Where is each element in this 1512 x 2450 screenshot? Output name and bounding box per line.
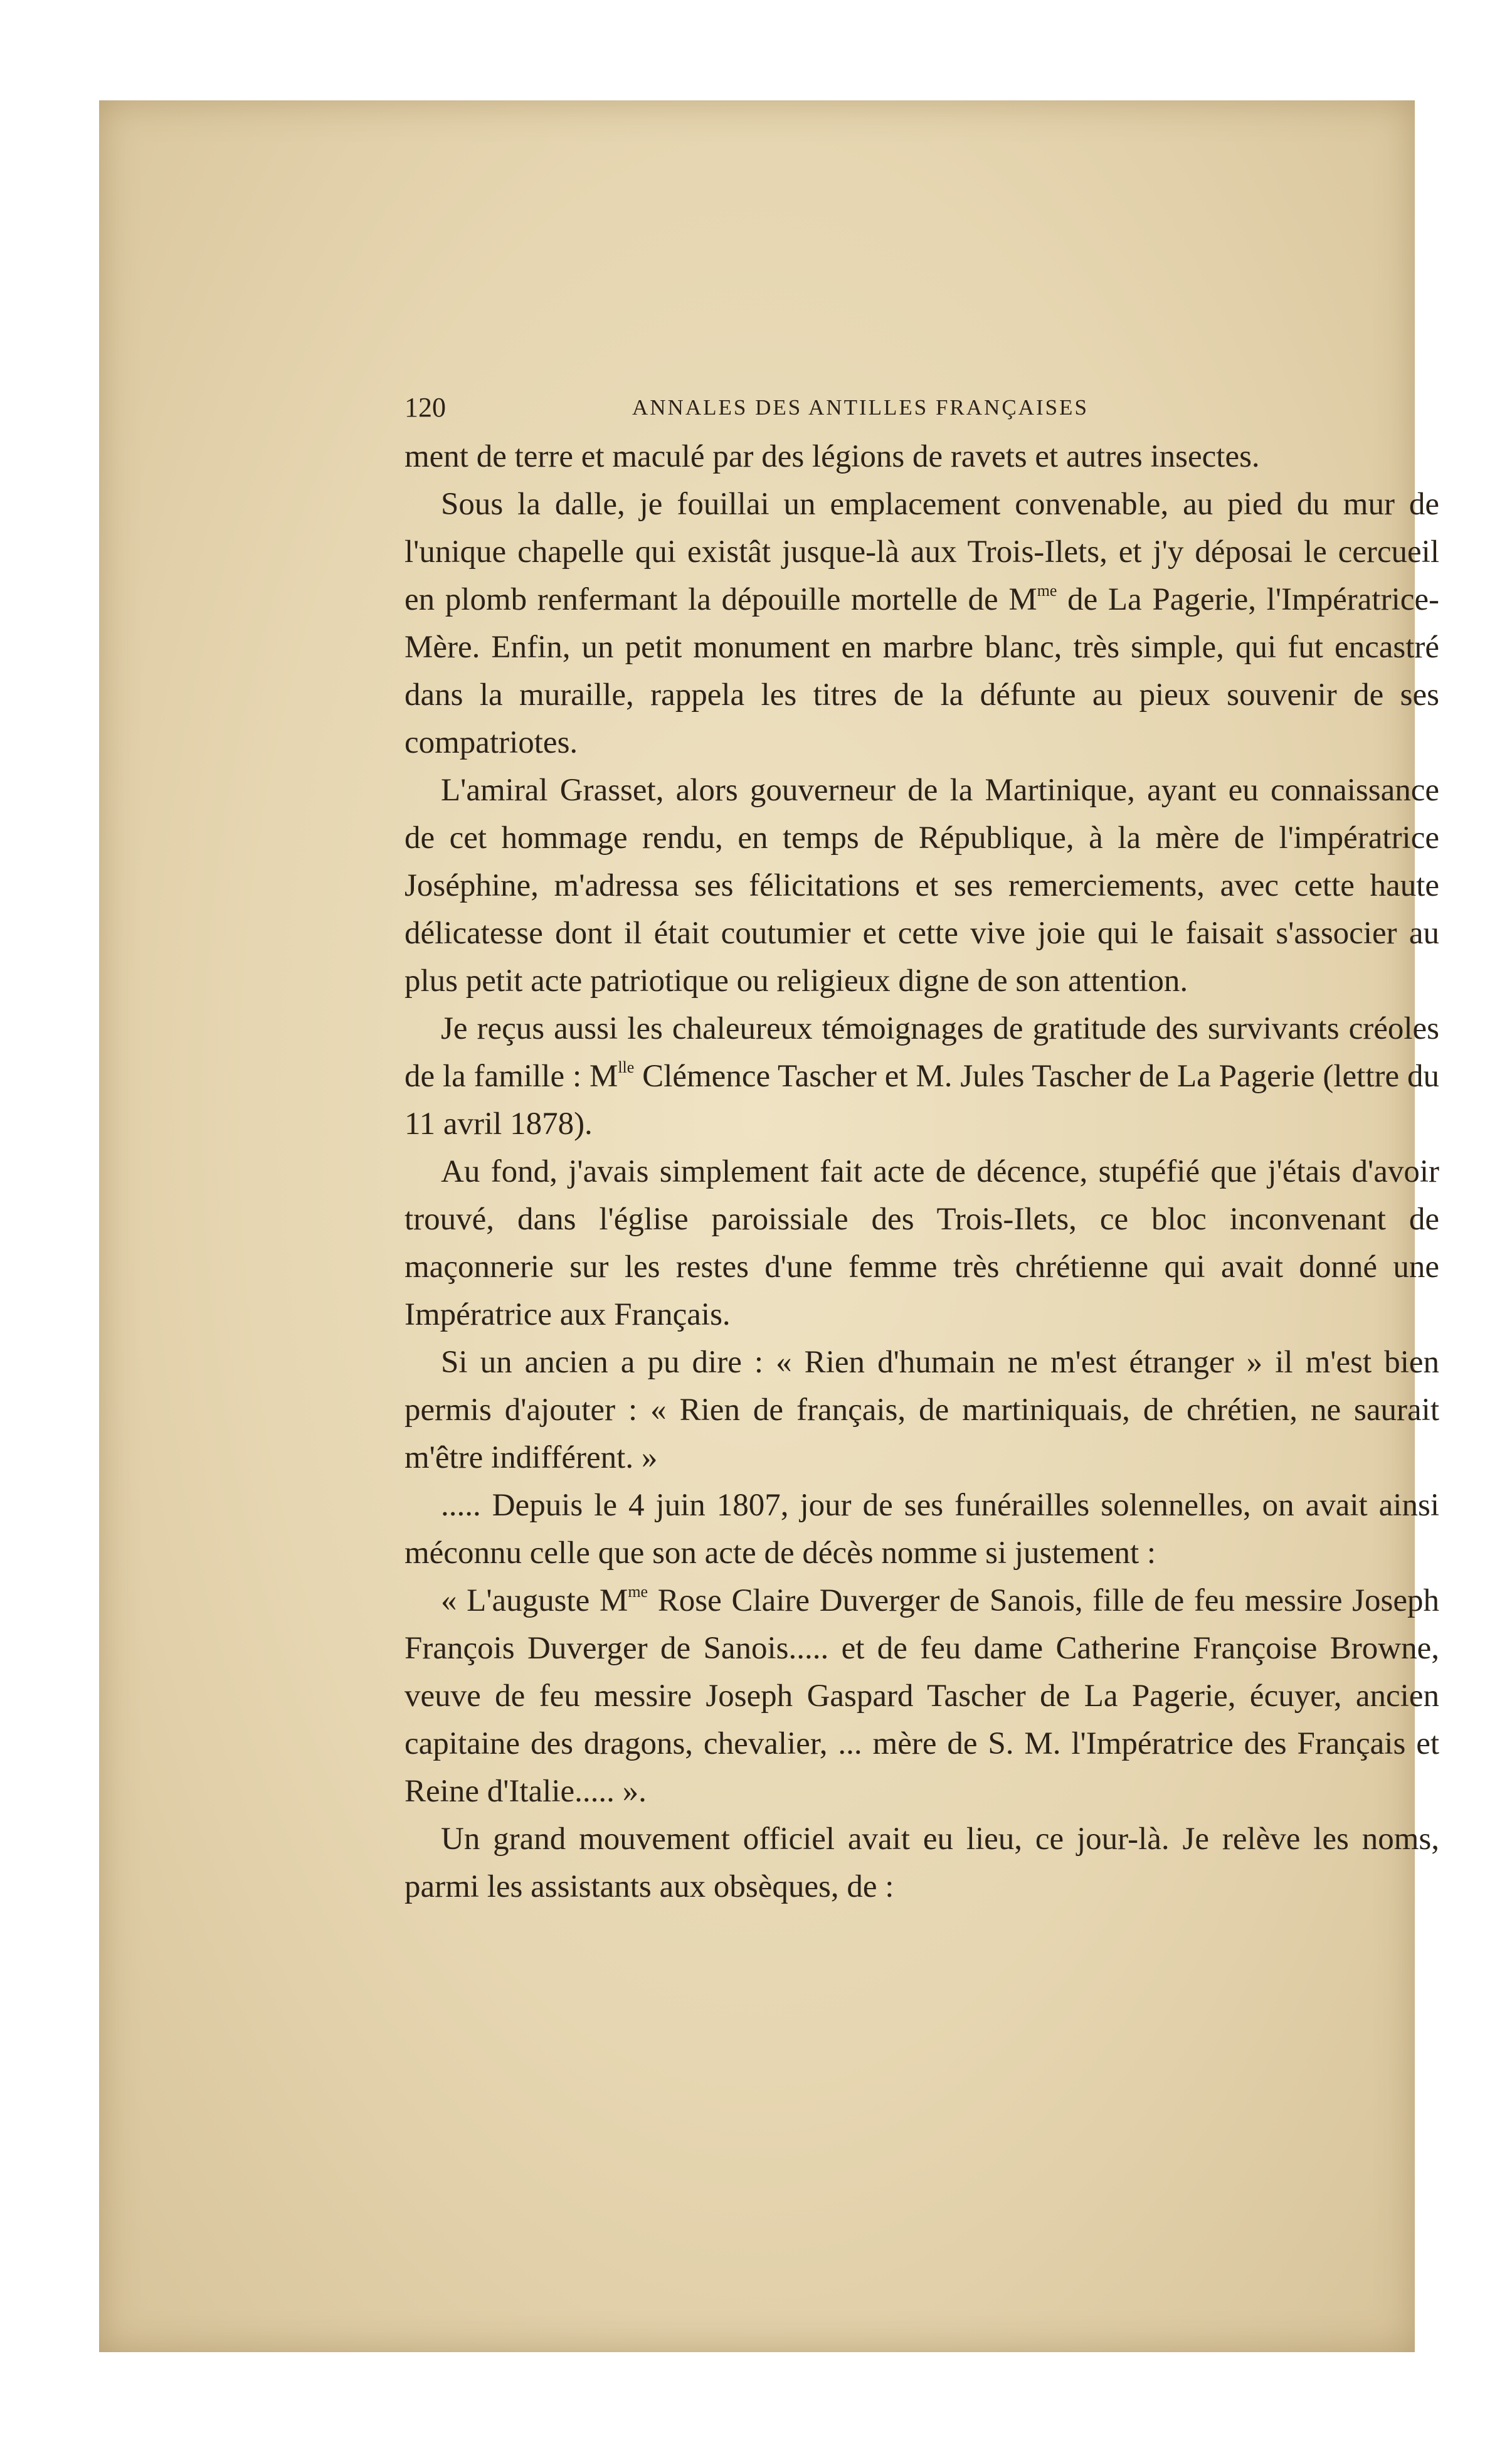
paragraph: L'amiral Grasset, alors gouverneur de la Martinique, ayant eu connaissance de cet hommage rendu, en temps de République, à la mère de l'impératrice Joséphine, m'adressa ses félicitations et ses remerciements, avec cette haute délicatesse dont il était coutumier et cette vive joie qui le faisait s'associer au plus petit acte patriotique ou religieux digne de son attention. (404, 773, 1439, 999)
page-number: 120 (404, 392, 446, 423)
paragraph: ..... Depuis le 4 juin 1807, jour de ses funérailles solennelles, on avait ainsi méconnu celle que son acte de décès nomme si justement : (404, 1488, 1439, 1571)
paragraph: Au fond, j'avais simplement fait acte de décence, stupéfié que j'étais d'avoir trouvé, dans l'église paroissiale des Trois-Ilets, ce bloc inconvenant de maçonnerie sur les restes d'une femme très chrétienne qui avait donné une Impératrice aux Français. (404, 1154, 1439, 1332)
paragraph: Si un ancien a pu dire : « Rien d'humain ne m'est étranger » il m'est bien permis d'ajouter : « Rien de français, de martiniquais, de chrétien, ne saurait m'être indifférent. » (404, 1345, 1439, 1475)
running-title: ANNALES DES ANTILLES FRANÇAISES (632, 395, 1089, 420)
paragraph: Sous la dalle, je fouillai un emplacement convenable, au pied du mur de l'unique chapelle qui existât jusque-là aux Trois-Ilets, et j'y déposai le cercueil en plomb renfermant la dépouille mortelle de $M^{me}$ de La Pagerie, l'Impératrice-Mère. Enfin, un petit monument en marbre blanc, très simple, qui fut encastré dans la muraille, rappela les titres de la défunte au pieux souvenir de ses compatriotes. (404, 487, 1439, 760)
paragraph: « L'auguste $M^{me}$ Rose Claire Duverger de Sanois, fille de feu messire Joseph François Duverger de Sanois..... et de feu dame Catherine Françoise Browne, veuve de feu messire Joseph Gaspard Tascher de La Pagerie, écuyer, ancien capitaine des dragons, chevalier, ... mère de S. M. l'Impératrice des Français et Reine d'Italie..... ». (404, 1583, 1439, 1809)
page-content (404, 390, 1439, 1911)
body-text (404, 433, 1439, 1911)
paragraph: Un grand mouvement officiel avait eu lieu, ce jour-là. Je relève les noms, parmi les assistants aux obsèques, de : (404, 1822, 1439, 1904)
page-header (404, 390, 1439, 425)
paragraph: ment de terre et maculé par des légions de ravets et autres insectes. (404, 439, 1260, 474)
paragraph: Je reçus aussi les chaleureux témoignages de gratitude des survivants créoles de la famille : $M^{lle}$ Clémence Tascher et M. Jules Tascher de La Pagerie (lettre du 11 avril 1878). (404, 1011, 1439, 1142)
book-page (99, 100, 1439, 2352)
